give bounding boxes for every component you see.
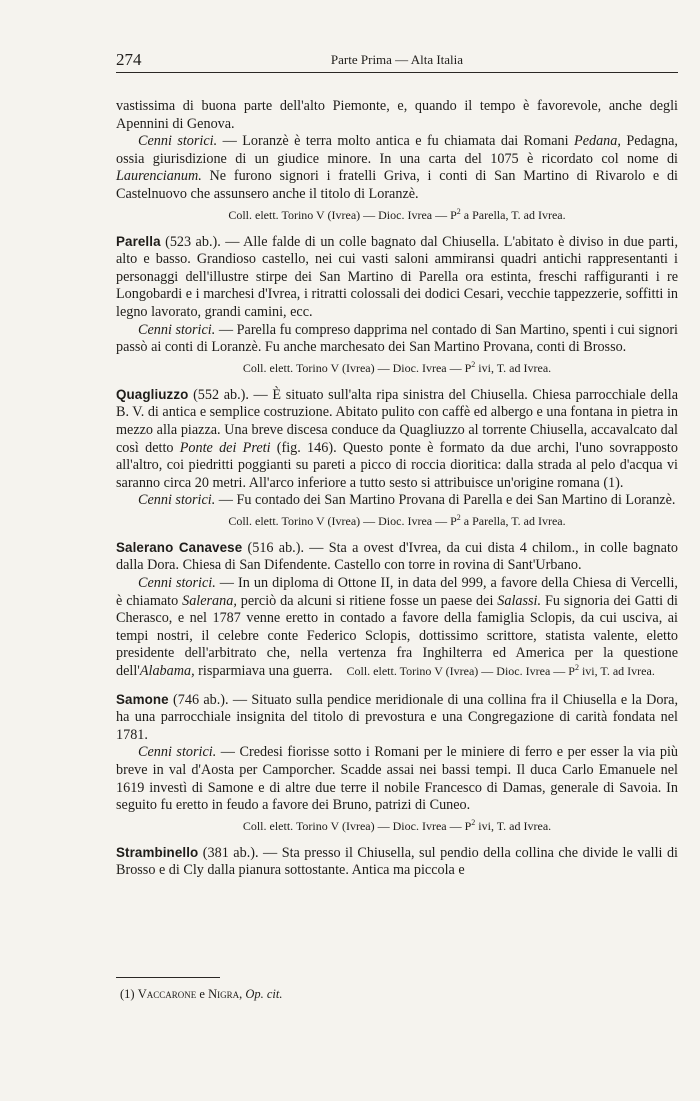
cenni-label: Cenni storici. (138, 321, 216, 338)
salerano-history: Cenni storici. — In un diploma di Ottone II, in data del 999, a favore della Chiesa di Vercelli, è chiamato Salerana, perciò da alcuni si ritiene fosse un paese dei Salassi. Fu signoria dei Gatti di Cherasco, e nel 1787 venne eretto in contado a favore della famiglia Sclopis, da cui usciva, ai tempi nostri, il celebre conte Federico Sclopis, dottissimo scrittore, statista valente, eletto presidente dell'arbitrato che, nella vertenza fra Inghilterra ed America per la questione dell'Alabama, risparmiava una guerra. Coll. elett. Torino V (Ivrea) — Dioc. Ivrea — $P^2$ ivi, T. ad Ivrea. (116, 575, 678, 680)
running-title: Parte Prima — Alta Italia (330, 52, 464, 67)
entry-salerano: Salerano Canavese (516 ab.). — Sta a ovest d'Ivrea, da cui dista 4 chilom., in colle bagnato dalla Dora. Chiesa di San Difendente. Castello con torre in rovina di Sant'Urbano. (116, 539, 678, 574)
page-number: 274 (116, 50, 142, 69)
entry-samone: Samone (746 ab.). — Situato sulla pendice meridionale di una collina fra il Chiusella e la Dora, ha una parrocchiale insignita del titolo di prevostura e una Congregazione di carità fondata nel 1781. (116, 691, 678, 743)
intro-paragraph: vastissima di buona parte dell'alto Piemonte, e, quando il tempo è favorevole, anche degli Apennini di Genova. (116, 98, 678, 132)
salerano-admin-info: Coll. elett. Torino V (Ivrea) — Dioc. Ivrea — $P^2$ ivi, T. ad Ivrea. (346, 663, 655, 679)
cenni-label: Cenni storici. (138, 575, 216, 592)
quagliuzzo-history: Cenni storici. — Fu contado dei San Martino Provana di Parella e dei San Martino di Loranzè. (138, 492, 676, 509)
cenni-label: Cenni storici. (138, 744, 217, 761)
parella-admin-info: Coll. elett. Torino V (Ivrea) — Dioc. Ivrea — $P^2$ ivi, T. ad Ivrea. (242, 359, 552, 375)
headword-strambinello: Strambinello (116, 844, 199, 860)
entry-parella: Parella (523 ab.). — Alle falde di un colle bagnato dal Chiusella. L'abitato è diviso in due parti, alto e basso. Grandioso castello, nei cui vasti saloni ammiransi quadri antichi rappresentanti i personaggi dell'illustre stirpe dei San Martino di Parella ora estinta, freschi raffiguranti i re Longobardi e i marchesi d'Ivrea, i ritratti colossali dei dodici Cesari, vecchie tappezzerie, soffitti in legno lavorato, grandi camini, ecc. (116, 233, 678, 320)
headword-salerano: Salerano Canavese (116, 539, 243, 555)
loranze-history: Cenni storici. — Loranzè è terra molto antica e fu chiamata dai Romani Pedana, Pedagna, ossia giurisdizione di un giudice minore. In una carta del 1075 è ricordato col nome di Laurencianum. Ne furono signori i fratelli Griva, i conti di San Martino di Rivarolo e di Castelnuovo che assunsero anche il titolo di Loranzè. (116, 133, 678, 202)
footnote: (1) Vaccarone e Nigra, Op. cit. (120, 987, 283, 1001)
entry-quagliuzzo: Quagliuzzo (552 ab.). — È situato sull'alta ripa sinistra del Chiusella. Chiesa parrocchiale della B. V. di antica e semplice costruzione. Abitato pulito con caffè ed albergo e una fontana in pietra in mezzo alla piazza. Una breve discesa conduce da Quagliuzzo al torrente Chiusella, accavalcato dal così detto Ponte dei Preti (fig. 146). Questo ponte è formato da due archi, l'uno sovrapposto all'altro, coi piedritti poggianti su pareti a picco di roccia dioritica: dalla strada al pelo d'acqua vi saranno circa 20 metri. All'arco inferiore a tutto sesto si attribuisce un'origine romana (1). (116, 386, 678, 491)
samone-admin-info: Coll. elett. Torino V (Ivrea) — Dioc. Ivrea — $P^2$ ivi, T. ad Ivrea. (242, 817, 552, 833)
cenni-label: Cenni storici. (138, 133, 218, 150)
page-body (116, 98, 678, 880)
page-header (116, 48, 678, 73)
parella-history: Cenni storici. — Parella fu compreso dapprima nel contado di San Martino, spenti i cui signori passò ai conti di Loranzè. Fu anche marchesato dei San Martino Provana, conti di Brosso. (116, 321, 678, 356)
headword-quagliuzzo: Quagliuzzo (116, 386, 189, 402)
headword-parella: Parella (116, 233, 161, 249)
headword-samone: Samone (116, 691, 169, 707)
footnote-divider (116, 977, 220, 978)
samone-history: Cenni storici. — Credesi fiorisse sotto i Romani per le miniere di ferro e per esser la via più breve in val d'Aosta per Camporcher. Scadde assai nei bassi tempi. Il duca Carlo Emanuele nel 1619 investì di Samone e di altre due terre il nobile Francesco di Damas, generale di Savoia. In seguito fu eretto in feudo a favore dei Bruno, patrizi di Cuneo. (116, 744, 678, 814)
cenni-label: Cenni storici. (138, 492, 216, 509)
entry-strambinello: Strambinello (381 ab.). — Sta presso il Chiusella, sul pendio della collina che divide le valli di Brosso e di Cly dalla pianura sottostante. Antica ma piccola e (116, 844, 678, 879)
loranze-admin-info: Coll. elett. Torino V (Ivrea) — Dioc. Ivrea — $P^2$ a Parella, T. ad Ivrea. (228, 206, 566, 222)
quagliuzzo-admin-info: Coll. elett. Torino V (Ivrea) — Dioc. Ivrea — $P^2$ a Parella, T. ad Ivrea. (228, 512, 566, 528)
